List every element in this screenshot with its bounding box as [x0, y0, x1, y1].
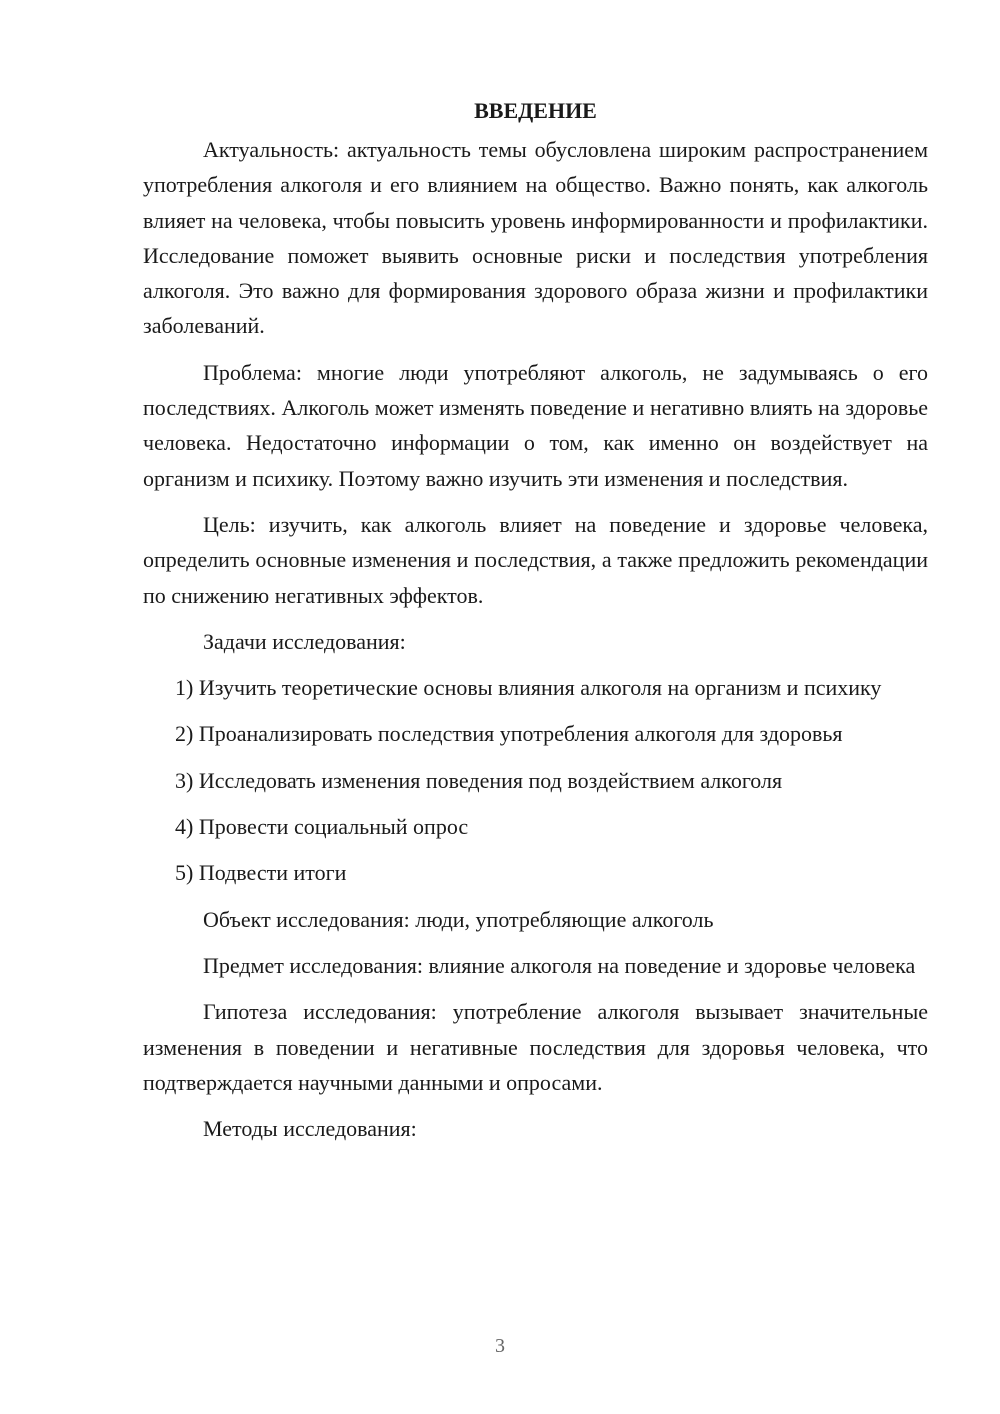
task-item-5: 5) Подвести итоги: [175, 860, 347, 886]
task-item-4: 4) Провести социальный опрос: [175, 814, 469, 840]
task-item-3: 3) Исследовать изменения поведения под воздействием алкоголя: [175, 767, 783, 793]
methods-title: Методы исследования:: [203, 1116, 417, 1142]
paragraph-object: Объект исследования: люди, употребляющие алкоголь: [203, 906, 714, 932]
paragraph-hypothesis: Гипотеза исследования: употребление алкоголя вызывает значительные изменения в поведении и негативные последствия для здоровья человека, что подтверждается научными данными и опросами.: [143, 999, 928, 1095]
page-number: 3: [495, 1335, 505, 1357]
tasks-title: Задачи исследования:: [203, 628, 406, 654]
document-page: [143, 96, 928, 1157]
paragraph-goal: Цель: изучить, как алкоголь влияет на поведение и здоровье человека, определить основные изменения и последствия, а также предложить рекомендации по снижению негативных эффектов.: [143, 511, 928, 608]
paragraph-problem: Проблема: многие люди употребляют алкоголь, не задумываясь о его последствиях. Алкоголь может изменять поведение и негативно влиять на здоровье человека. Недостаточно информации о том, как именно он воздействует на организм и психику. Поэтому важно изучить эти изменения и последствия.: [143, 359, 928, 491]
paragraph-relevance: Актуальность: актуальность темы обусловлена широким распространением употребления алкоголя и его влиянием на общество. Важно понять, как алкоголь влияет на человека, чтобы повысить уровень информированности и профилактики. Исследование поможет выявить основные риски и последствия употребления алкоголя. Это важно для формирования здорового образа жизни и профилактики заболеваний.: [143, 137, 928, 339]
paragraph-subject: Предмет исследования: влияние алкоголя на поведение и здоровье человека: [203, 952, 916, 978]
task-item-2: 2) Проанализировать последствия употребления алкоголя для здоровья: [175, 721, 843, 747]
section-heading: ВВЕДЕНИЕ: [474, 98, 597, 123]
task-item-1: 1) Изучить теоретические основы влияния алкоголя на организм и психику: [175, 675, 882, 701]
